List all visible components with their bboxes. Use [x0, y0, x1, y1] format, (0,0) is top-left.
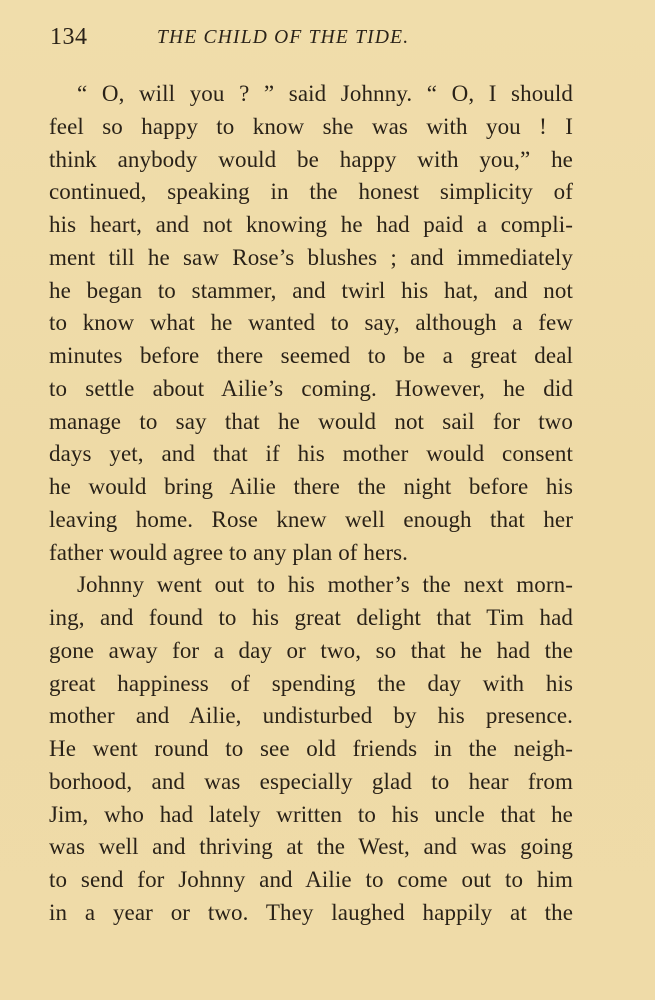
text-line: Jim, who had lately written to his uncle that he: [49, 801, 573, 827]
text-line: he began to stammer, and twirl his hat, and not: [49, 277, 573, 303]
text-line: borhood, and was especially glad to hear from: [49, 768, 573, 794]
text-line: He went round to see old friends in the neigh-: [49, 736, 573, 761]
text-line: to settle about Ailie’s coming. However, he did: [49, 375, 573, 401]
text-line: his heart, and not knowing he had paid a compli-: [49, 212, 573, 237]
running-head: [50, 24, 575, 58]
text-line: was well and thriving at the West, and was going: [49, 834, 573, 860]
text-line: continued, speaking in the honest simplicity of: [49, 179, 573, 205]
text-line: think anybody would be happy with you,” he: [49, 146, 573, 172]
text-line: minutes before there seemed to be a great deal: [49, 343, 573, 368]
page-number: 134: [50, 24, 88, 50]
text-line: “ O, will you ? ” said Johnny. “ O, I should: [77, 81, 573, 106]
text-line: to know what he wanted to say, although a few: [49, 310, 573, 336]
text-line: mother and Ailie, undisturbed by his presence.: [49, 703, 573, 729]
text-line: ing, and found to his great delight that Tim had: [49, 605, 573, 630]
text-line: he would bring Ailie there the night before his: [49, 474, 573, 499]
running-title: THE CHILD OF THE TIDE.: [157, 27, 410, 48]
text-line: to send for Johnny and Ailie to come out to him: [49, 867, 573, 892]
body-text: [49, 78, 573, 930]
text-line: days yet, and that if his mother would consent: [49, 441, 573, 467]
text-line: gone away for a day or two, so that he had the: [49, 637, 573, 663]
text-line: in a year or two. They laughed happily at the: [49, 899, 573, 925]
text-line: manage to say that he would not sail for two: [49, 408, 573, 434]
text-line: great happiness of spending the day with his: [49, 670, 573, 696]
text-line: father would agree to any plan of hers.: [49, 539, 408, 565]
text-line: Johnny went out to his mother’s the next morn-: [77, 572, 573, 598]
text-line: ment till he saw Rose’s blushes ; and immediately: [49, 244, 573, 270]
text-line: feel so happy to know she was with you ! I: [49, 113, 573, 139]
text-line: leaving home. Rose knew well enough that her: [49, 506, 573, 532]
